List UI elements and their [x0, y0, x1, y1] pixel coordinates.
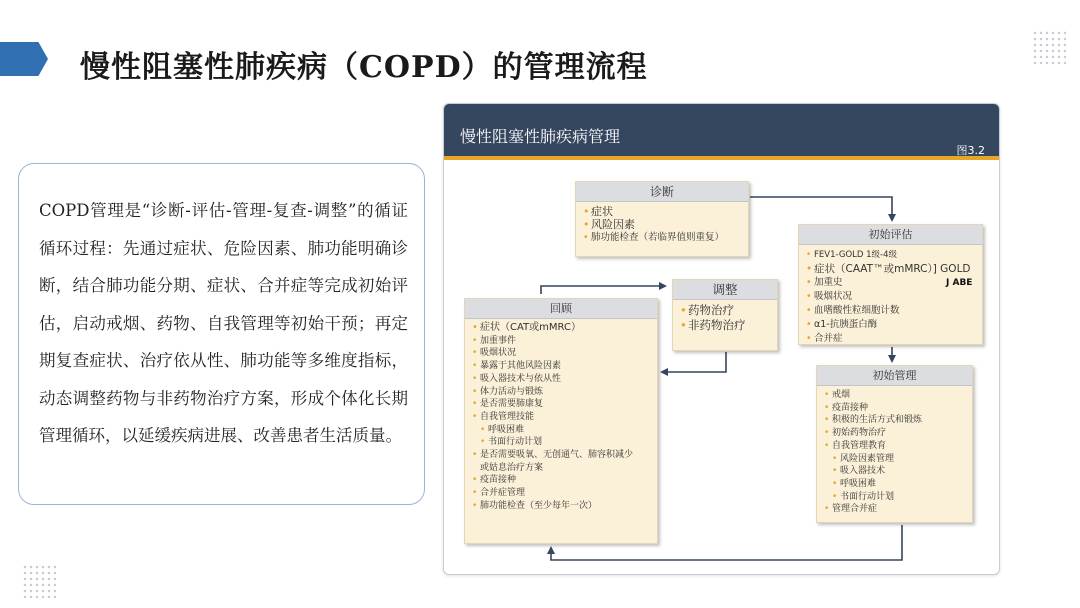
- copd-management-figure: [443, 103, 1000, 575]
- slide-title: 慢性阻塞性肺疾病（COPD）的管理流程: [80, 50, 648, 85]
- review-item: • 体力活动与锻炼: [472, 386, 651, 399]
- assessment-heading: 初始评估: [799, 225, 982, 245]
- adjust-heading: 调整: [673, 280, 777, 300]
- assessment-item: • α1-抗胰蛋白酶: [806, 318, 976, 332]
- adjust-box: [672, 279, 778, 351]
- management-item: • 自我管理教育: [824, 440, 966, 453]
- review-item: • 加重事件: [472, 335, 651, 348]
- management-item: • 疫苗接种: [824, 402, 966, 415]
- assessment-item: • 加重史: [806, 276, 976, 290]
- arrow-diagnosis-to-assessment: [750, 197, 892, 220]
- diagnosis-box: [575, 181, 749, 257]
- review-heading: 回顾: [465, 299, 657, 319]
- review-item: • 症状（CAT或mMRC）: [472, 322, 651, 335]
- adjust-item: • 非药物治疗: [680, 318, 771, 333]
- management-sub-item: • 呼吸困难: [824, 478, 966, 491]
- arrow-review-to-adjust: [541, 286, 665, 294]
- assessment-item: • 症状（CAAT™或mMRC）] GOLD: [806, 262, 976, 276]
- review-item: • 是否需要肺康复: [472, 398, 651, 411]
- description-card: [18, 163, 425, 505]
- review-box: [464, 298, 658, 544]
- diagnosis-item: • 症状: [583, 205, 742, 218]
- assessment-item: • FEV1-GOLD 1级-4级: [806, 248, 976, 262]
- review-item: • 吸入器技术与依从性: [472, 373, 651, 386]
- review-item: • 暴露于其他风险因素: [472, 360, 651, 373]
- diagnosis-item: • 风险因素: [583, 218, 742, 231]
- management-item: • 初始药物治疗: [824, 427, 966, 440]
- arrow-adjust-to-review: [662, 352, 726, 372]
- description-text: COPD管理是“诊断-评估-管理-复查-调整”的循证循环过程：先通过症状、危险因素、肺功能明确诊断，结合肺功能分期、症状、合并症等完成初始评估，启动戒烟、药物、自我管理等初始干预；再定期复查症状、治疗依从性、肺功能等多维度指标，动态调整药物与非药物治疗方案，形成个体化长期管理循环，以延缓疾病进展、改善患者生活质量。: [39, 201, 408, 445]
- figure-header: [444, 104, 999, 160]
- management-sub-item: • 风险因素管理: [824, 453, 966, 466]
- figure-title: 慢性阻塞性肺疾病管理: [460, 127, 621, 146]
- review-item: • 合并症管理: [472, 487, 651, 500]
- initial-management-box: [816, 365, 973, 523]
- management-heading: 初始管理: [817, 366, 972, 386]
- review-sub-item: • 书面行动计划: [472, 436, 651, 449]
- management-item: • 管理合并症: [824, 503, 966, 516]
- review-item: • 自我管理技能: [472, 411, 651, 424]
- flow-diagram: [444, 164, 999, 575]
- decorative-dot-grid-bottom-left: [22, 564, 56, 598]
- abe-label: J ABE: [946, 278, 973, 288]
- management-item: • 戒烟: [824, 389, 966, 402]
- decorative-dot-grid-top-right: [1032, 30, 1066, 64]
- review-item: • 疫苗接种: [472, 474, 651, 487]
- management-item: • 积极的生活方式和锻炼: [824, 414, 966, 427]
- review-item: • 吸烟状况: [472, 347, 651, 360]
- management-sub-item: • 书面行动计划: [824, 491, 966, 504]
- assessment-item: • 吸烟状况: [806, 290, 976, 304]
- assessment-item: • 血嗜酸性粒细胞计数: [806, 304, 976, 318]
- figure-number: 图3.2: [956, 144, 985, 157]
- assessment-item: • 合并症: [806, 332, 976, 346]
- review-item: • 肺功能检查（至少每年一次）: [472, 500, 651, 513]
- review-sub-item: • 呼吸困难: [472, 424, 651, 437]
- management-sub-item: • 吸入器技术: [824, 465, 966, 478]
- diagnosis-heading: 诊断: [576, 182, 748, 202]
- diagnosis-item: • 肺功能检查（若临界值则重复）: [583, 231, 742, 244]
- title-accent-tab: [0, 42, 48, 76]
- review-item: • 是否需要吸氧、无创通气、肺容积减少或姑息治疗方案: [472, 449, 640, 474]
- adjust-item: • 药物治疗: [680, 303, 771, 318]
